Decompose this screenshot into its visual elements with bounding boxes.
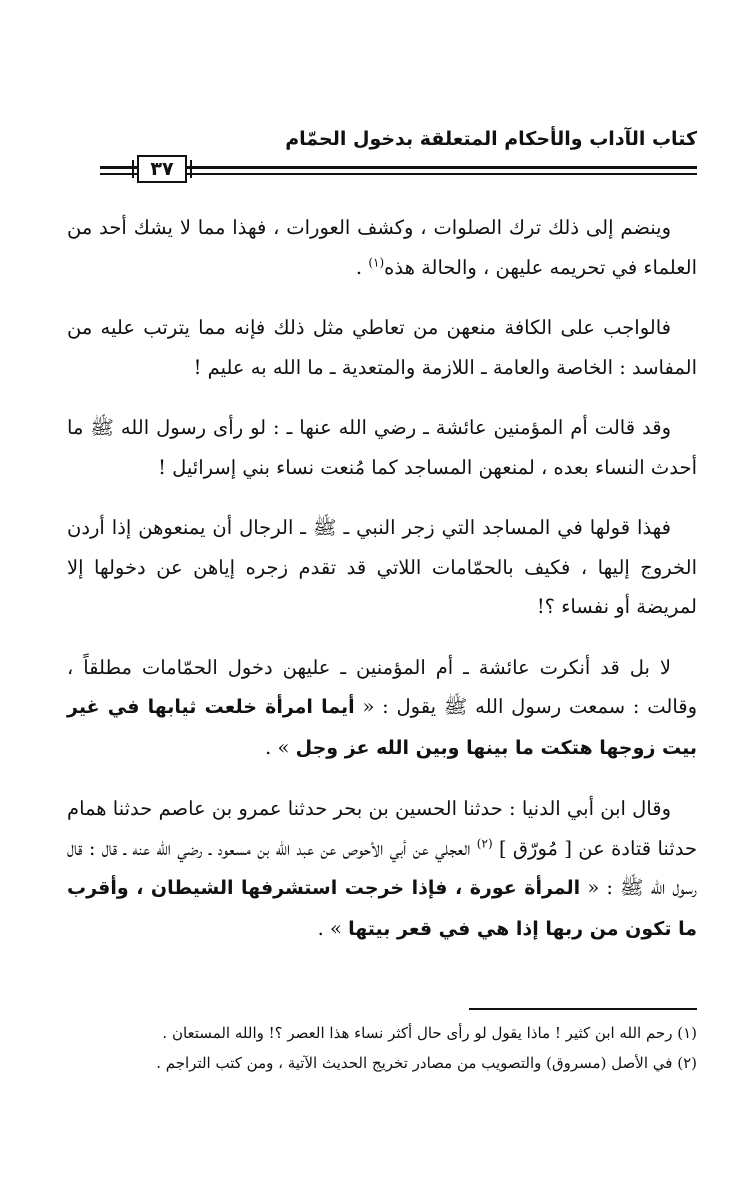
header-rule-left-stub	[100, 166, 132, 169]
running-header-title: كتاب الآداب والأحكام المتعلقة بدخول الحمّام	[285, 128, 697, 150]
footnote-ref-1: (١)	[368, 255, 385, 269]
paragraph-6-end: » .	[317, 916, 342, 940]
paragraph-6-text-b: العجلي عن أبي الأحوص عن عبد الله بن مسعود ـ رضي الله عنه ـ قال : قال رسول الله ﷺ : «	[67, 836, 698, 899]
paragraph-4: فهذا قولها في المساجد التي زجر النبي ـ ﷺ ـ الرجال أن يمنعوهن إذا أردن الخروج إليها ، فكيف بالحمّامات اللاتي قد تقدم زجره إياهن عن دخولها إلا لمريضة أو نفساء ؟!	[67, 516, 697, 618]
paragraph-1-end: .	[355, 255, 363, 279]
page-number	[137, 155, 187, 183]
paragraph-3: وقد قالت أم المؤمنين عائشة ـ رضي الله عنها ـ : لو رأى رسول الله ﷺ ما أحدث النساء بعده ، لمنعهن المساجد كما مُنعت نساء بني إسرائيل !	[67, 416, 697, 479]
paragraph-6	[67, 789, 697, 949]
footnote-2: (٢) في الأصل (مسروق) والتصويب من مصادر تخريج الحديث الآتية ، ومن كتب التراجم .	[156, 1054, 697, 1072]
footnotes	[67, 1018, 697, 1078]
paragraph-5-end: » .	[265, 735, 290, 759]
header-rule-left-stub-thin	[100, 173, 132, 175]
paragraph-5-text: لا بل قد أنكرت عائشة ـ أم المؤمنين ـ عليهن دخول الحمّامات مطلقاً ، وقالت : سمعت رسول الله ﷺ يقول : «	[67, 655, 698, 718]
paragraph-1-text: وينضم إلى ذلك ترك الصلوات ، وكشف العورات ، فهذا مما لا يشك أحد من العلماء في تحريمه عليهن ، والحالة هذه	[67, 216, 697, 279]
footnote-separator	[469, 1008, 697, 1010]
hadith-quote-1: أيما امرأة خلعت ثيابها في غير بيت زوجها هتكت ما بينها وبين الله عز وجل	[67, 696, 697, 759]
footnote-1: (١) رحم الله ابن كثير ! ماذا يقول لو رأى حال أكثر نساء هذا العصر ؟! والله المستعان .	[162, 1024, 697, 1042]
paragraph-6-text-a: وقال ابن أبي الدنيا : حدثنا الحسين بن بحر حدثنا عمرو بن عاصم حدثنا همام حدثنا قتادة عن [ مُورّق ]	[67, 797, 698, 860]
hadith-quote-2: المرأة عورة ، فإذا خرجت استشرفها الشيطان ، وأقرب ما تكون من ربها إذا هي في قعر بيتها	[67, 877, 697, 940]
footnote-ref-2: (٢)	[476, 836, 493, 850]
paragraph-1	[67, 208, 697, 287]
paragraph-2: فالواجب على الكافة منعهن من تعاطي مثل ذلك فإنه مما يترتب عليه من المفاسد : الخاصة والعامة ـ اللازمة والمتعدية ـ ما الله به عليم !	[67, 316, 697, 379]
main-text	[67, 208, 697, 970]
page-number-text: ٣٧	[150, 158, 174, 180]
paragraph-5	[67, 648, 697, 769]
